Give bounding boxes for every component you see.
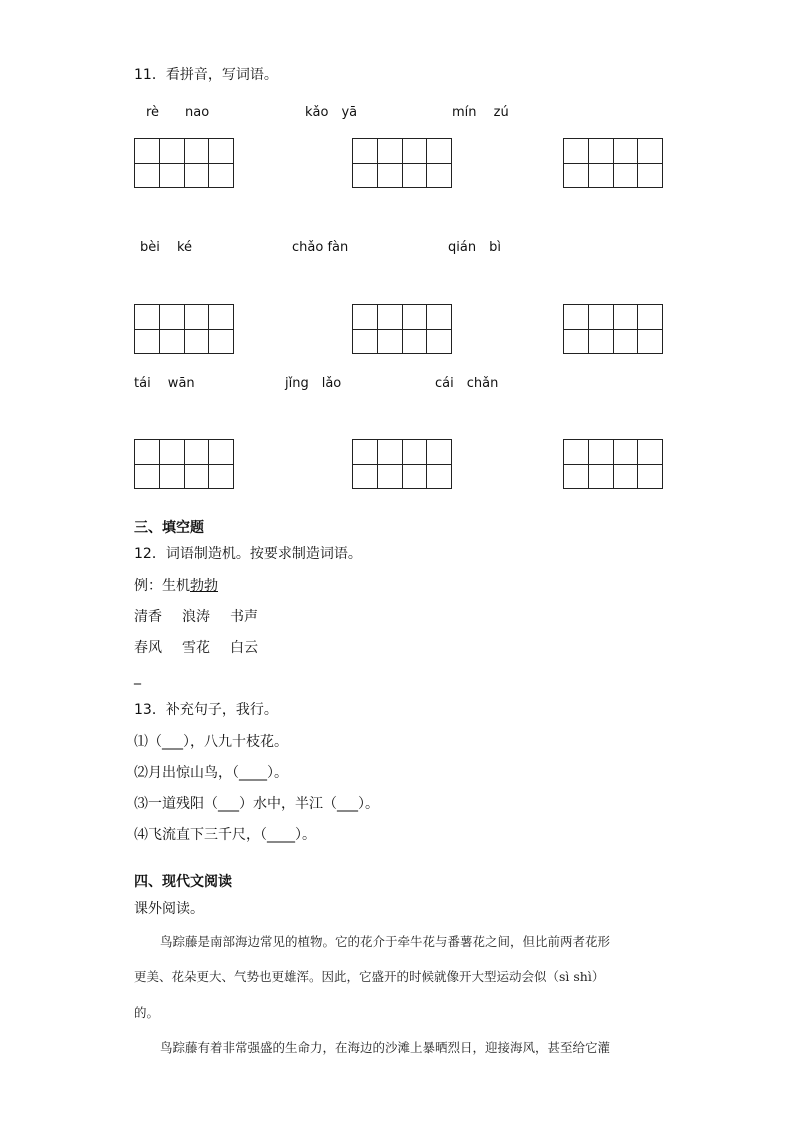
q13-item[interactable]: ⑷飞流直下三千尺，（____）。 (134, 827, 316, 843)
writing-grid[interactable] (134, 138, 234, 188)
writing-grid[interactable] (352, 439, 452, 489)
word: 浪涛 (182, 609, 210, 625)
pinyin-label: jǐng lǎo (285, 376, 342, 391)
writing-grid[interactable] (563, 304, 663, 354)
q13-item[interactable]: ⑴（___），八九十枝花。 (134, 734, 288, 750)
word: 书声 (230, 609, 258, 625)
word: 清香 (134, 609, 162, 625)
word: 白云 (230, 640, 258, 656)
q13-title: 13．补充句子，我行。 (134, 702, 278, 718)
word: 雪花 (182, 640, 210, 656)
word-row (134, 608, 258, 626)
pinyin-label: chǎo fàn (292, 240, 349, 255)
example-underlined: 勃勃 (190, 578, 218, 594)
writing-grid[interactable] (563, 138, 663, 188)
writing-grid[interactable] (352, 138, 452, 188)
answer-blank[interactable]: _ (134, 669, 141, 685)
q12-title: 12．词语制造机。按要求制造词语。 (134, 546, 362, 562)
pinyin-label: kǎo yā (305, 105, 358, 120)
q12-example (134, 577, 218, 595)
q13-item[interactable]: ⑵月出惊山鸟，（____）。 (134, 765, 288, 781)
word: 春风 (134, 640, 162, 656)
word-row (134, 639, 258, 657)
pinyin-label: cái chǎn (435, 376, 499, 391)
pinyin-label: mín zú (452, 105, 509, 120)
writing-grid[interactable] (134, 439, 234, 489)
q13-item[interactable]: ⑶一道残阳（___）水中，半江（___）。 (134, 796, 379, 812)
writing-grid[interactable] (352, 304, 452, 354)
pinyin-label: rè nao (146, 105, 210, 120)
pinyin-label: qián bì (448, 240, 501, 255)
section-subtitle: 课外阅读。 (134, 901, 204, 917)
writing-grid[interactable] (563, 439, 663, 489)
reading-paragraph-line: 鸟踪藤有着非常强盛的生命力，在海边的沙滩上暴晒烈日，迎接海风，甚至给它灌 (160, 1040, 611, 1055)
reading-paragraph-line: 的。 (134, 1005, 160, 1020)
section-heading: 四、现代文阅读 (134, 874, 232, 890)
writing-grid[interactable] (134, 304, 234, 354)
section-heading: 三、填空题 (134, 520, 204, 536)
pinyin-label: bèi ké (140, 240, 193, 255)
pinyin-label: tái wān (134, 376, 195, 391)
reading-paragraph-line: 更美、花朵更大、气势也更雄浑。因此，它盛开的时候就像开大型运动会似（sì shì） (134, 969, 605, 984)
example-prefix: 例：生机 (134, 578, 190, 594)
reading-paragraph-line: 鸟踪藤是南部海边常见的植物。它的花介于牵牛花与番薯花之间，但比前两者花形 (160, 934, 611, 949)
q11-title: 11．看拼音，写词语。 (134, 67, 278, 83)
